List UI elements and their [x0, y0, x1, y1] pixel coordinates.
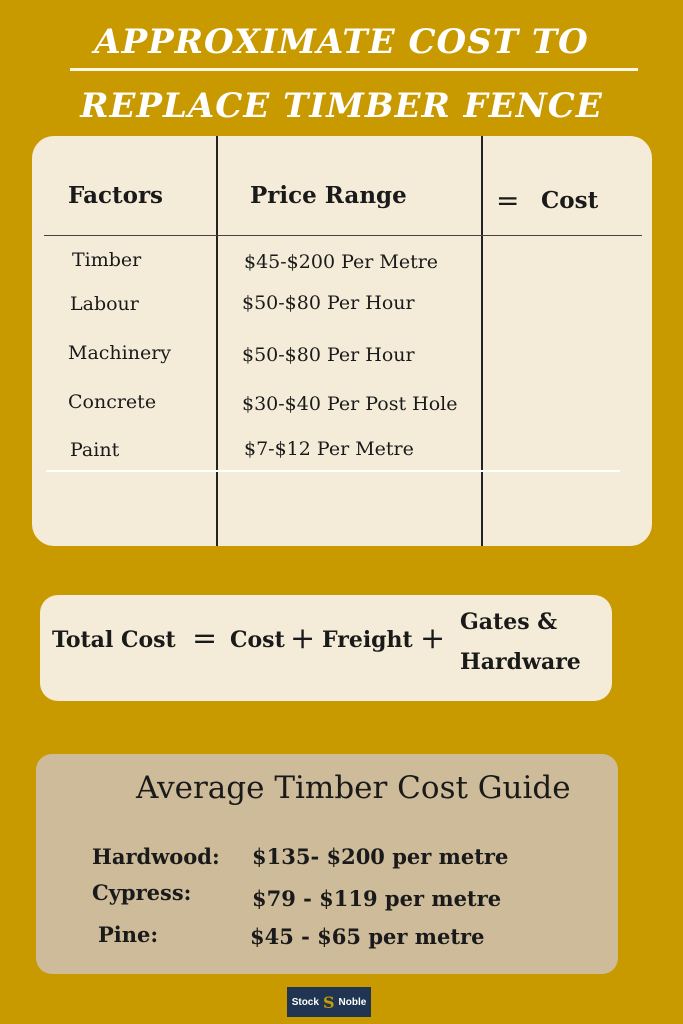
header-equals: = [496, 184, 520, 217]
price-cell: $7-$12 Per Metre [244, 438, 414, 460]
logo-text-right: Noble [338, 996, 367, 1008]
guide-value: $135- $200 per metre [252, 844, 509, 869]
factor-cell: Paint [70, 439, 120, 461]
timber-cost-guide [36, 754, 618, 974]
cost-factors-table [32, 136, 652, 546]
column-divider [216, 136, 218, 546]
gates-term-line1: Gates & [460, 609, 558, 635]
freight-term: Freight [322, 627, 413, 653]
guide-title: Average Timber Cost Guide [136, 770, 571, 806]
factor-cell: Labour [70, 293, 139, 315]
guide-value: $79 - $119 per metre [252, 886, 502, 911]
guide-value: $45 - $65 per metre [250, 924, 485, 949]
header-cost: Cost [541, 187, 599, 214]
guide-label: Hardwood: [92, 844, 220, 869]
cost-term: Cost [230, 627, 285, 653]
price-cell: $45-$200 Per Metre [244, 251, 439, 273]
title-divider [70, 68, 638, 71]
price-cell: $50-$80 Per Hour [242, 292, 415, 314]
title-line-1: APPROXIMATE COST TO [94, 22, 589, 62]
factor-cell: Concrete [68, 391, 157, 413]
column-divider [481, 136, 483, 546]
plus-sign: + [420, 621, 446, 656]
price-cell: $30-$40 Per Post Hole [242, 393, 458, 415]
guide-label: Pine: [98, 922, 159, 947]
price-cell: $50-$80 Per Hour [242, 344, 415, 366]
footer-divider [46, 470, 620, 472]
guide-label: Cypress: [92, 880, 192, 905]
logo-mark-icon: S [322, 992, 335, 1012]
header-factors: Factors [68, 182, 164, 209]
factor-cell: Timber [72, 249, 142, 271]
total-cost-label: Total Cost [52, 627, 176, 653]
stock-noble-logo [287, 987, 371, 1017]
total-cost-formula [40, 595, 612, 701]
factor-cell: Machinery [68, 342, 172, 364]
plus-sign: + [290, 621, 316, 656]
equals-sign: = [192, 621, 218, 656]
header-divider [44, 235, 642, 236]
header-price-range: Price Range [250, 182, 407, 209]
gates-term-line2: Hardware [460, 649, 581, 675]
title-line-2: REPLACE TIMBER FENCE [80, 86, 603, 126]
logo-text-left: Stock [291, 996, 319, 1008]
